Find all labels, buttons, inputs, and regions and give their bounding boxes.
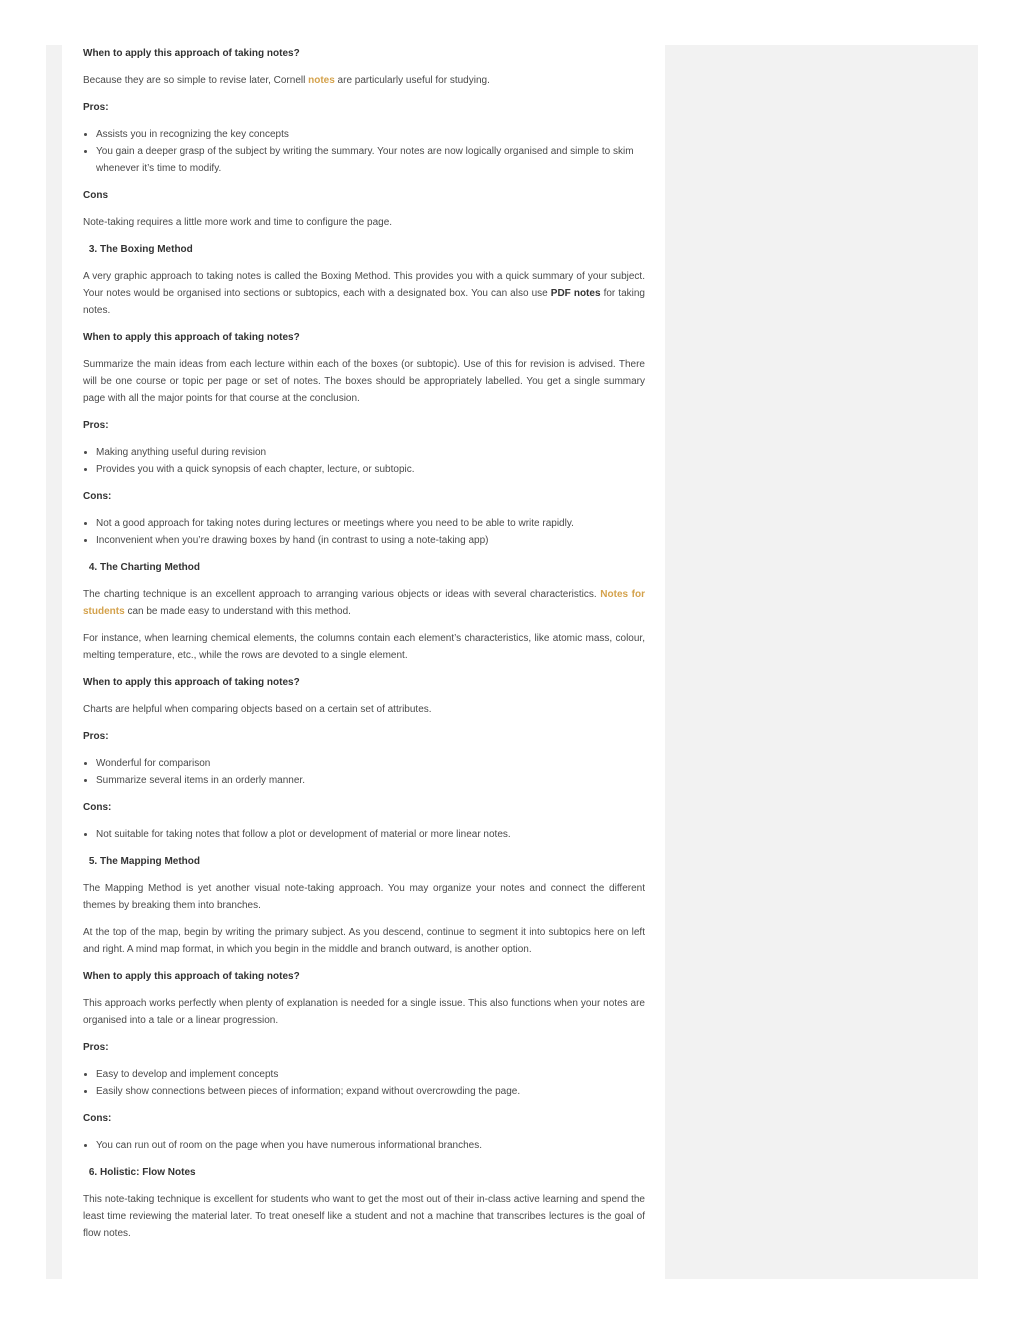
section-heading-flow bbox=[83, 1164, 645, 1181]
paragraph: Note-taking requires a little more work and time to configure the page. bbox=[83, 217, 393, 228]
section-title: 4. The Charting Method bbox=[100, 559, 645, 576]
list-item: • Easily show connections between pieces of information; expand without overcrowding the page. bbox=[96, 1083, 645, 1100]
list-item: • Easy to develop and implement concepts bbox=[96, 1066, 645, 1083]
section-heading-boxing bbox=[83, 241, 645, 258]
notes-link[interactable]: notes bbox=[308, 75, 335, 86]
article-body bbox=[83, 45, 645, 1252]
pros-list bbox=[83, 126, 645, 177]
cons-heading: Cons bbox=[83, 190, 108, 201]
pros-heading: Pros: bbox=[83, 102, 109, 113]
section-title: 6. Holistic: Flow Notes bbox=[100, 1164, 645, 1181]
cons-heading: Cons: bbox=[83, 802, 112, 813]
list-item: • You can run out of room on the page when you have numerous informational branches. bbox=[96, 1137, 645, 1154]
paragraph: This note-taking technique is excellent for students who want to get the most out of their in-class active learning and spend the least time reviewing the material later. To treat oneself like a student and not a machine that transcribes lectures is the goal of flow notes. bbox=[83, 1194, 645, 1239]
right-sidebar bbox=[665, 45, 978, 1279]
list-item: • Assists you in recognizing the key concepts bbox=[96, 126, 645, 143]
cons-heading: Cons: bbox=[83, 491, 112, 502]
section-subheading: When to apply this approach of taking notes? bbox=[83, 971, 300, 982]
section-subheading: When to apply this approach of taking notes? bbox=[83, 48, 300, 59]
list-item: • You gain a deeper grasp of the subject by writing the summary. Your notes are now logically organised and simple to skim whenever it’s time to modify. bbox=[96, 143, 645, 177]
list-item: • Inconvenient when you’re drawing boxes by hand (in contrast to using a note-taking app) bbox=[96, 532, 645, 549]
section-heading-charting bbox=[83, 559, 645, 576]
pros-heading: Pros: bbox=[83, 420, 109, 431]
pros-heading: Pros: bbox=[83, 1042, 109, 1053]
section-title: 5. The Mapping Method bbox=[100, 853, 645, 870]
cons-heading: Cons: bbox=[83, 1113, 112, 1124]
paragraph: At the top of the map, begin by writing the primary subject. As you descend, continue to segment it into subtopics here on left and right. A mind map format, in which you begin in the middle and branch outward, is another option. bbox=[83, 927, 645, 955]
paragraph: The charting technique is an excellent approach to arranging various objects or ideas with several characteristics. Notes for students can be made easy to understand with this method. bbox=[83, 589, 645, 617]
section-subheading: When to apply this approach of taking notes? bbox=[83, 332, 300, 343]
list-item: • Making anything useful during revision bbox=[96, 444, 645, 461]
pros-heading: Pros: bbox=[83, 731, 109, 742]
pros-list bbox=[83, 1066, 645, 1100]
section-subheading: When to apply this approach of taking notes? bbox=[83, 677, 300, 688]
cons-list bbox=[83, 1137, 645, 1154]
paragraph: For instance, when learning chemical elements, the columns contain each element’s characteristics, like atomic mass, colour, melting temperature, etc., while the rows are devoted to a single element. bbox=[83, 633, 645, 661]
paragraph: This approach works perfectly when plenty of explanation is needed for a single issue. This also functions when your notes are organised into a tale or a linear progression. bbox=[83, 998, 645, 1026]
pros-list bbox=[83, 755, 645, 789]
cons-list bbox=[83, 826, 645, 843]
paragraph: Because they are so simple to revise later, Cornell notes are particularly useful for studying. bbox=[83, 75, 490, 86]
left-gutter bbox=[46, 45, 62, 1279]
list-item: • Not suitable for taking notes that follow a plot or development of material or more linear notes. bbox=[96, 826, 645, 843]
paragraph: Summarize the main ideas from each lecture within each of the boxes (or subtopic). Use of this for revision is advised. There will be one course or topic per page or set of notes. The boxes should be appropriately labelled. You get a single summary page with all the major points for that course at the conclusion. bbox=[83, 359, 645, 404]
notes-for-students-link[interactable]: Notes for students bbox=[83, 589, 645, 617]
pros-list bbox=[83, 444, 645, 478]
paragraph: A very graphic approach to taking notes is called the Boxing Method. This provides you with a quick summary of your subject. Your notes would be organised into sections or subtopics, each with a designated box. You can also use PDF notes for taking notes. bbox=[83, 271, 645, 316]
list-item: • Summarize several items in an orderly manner. bbox=[96, 772, 645, 789]
section-heading-mapping bbox=[83, 853, 645, 870]
section-title: 3. The Boxing Method bbox=[100, 241, 645, 258]
pdf-notes-text: PDF notes bbox=[550, 288, 601, 299]
list-item: • Not a good approach for taking notes during lectures or meetings where you need to be able to write rapidly. bbox=[96, 515, 645, 532]
cons-list bbox=[83, 515, 645, 549]
paragraph: The Mapping Method is yet another visual note-taking approach. You may organize your notes and connect the different themes by breaking them into branches. bbox=[83, 883, 645, 911]
list-item: • Wonderful for comparison bbox=[96, 755, 645, 772]
paragraph: Charts are helpful when comparing objects based on a certain set of attributes. bbox=[83, 704, 432, 715]
list-item: • Provides you with a quick synopsis of each chapter, lecture, or subtopic. bbox=[96, 461, 645, 478]
